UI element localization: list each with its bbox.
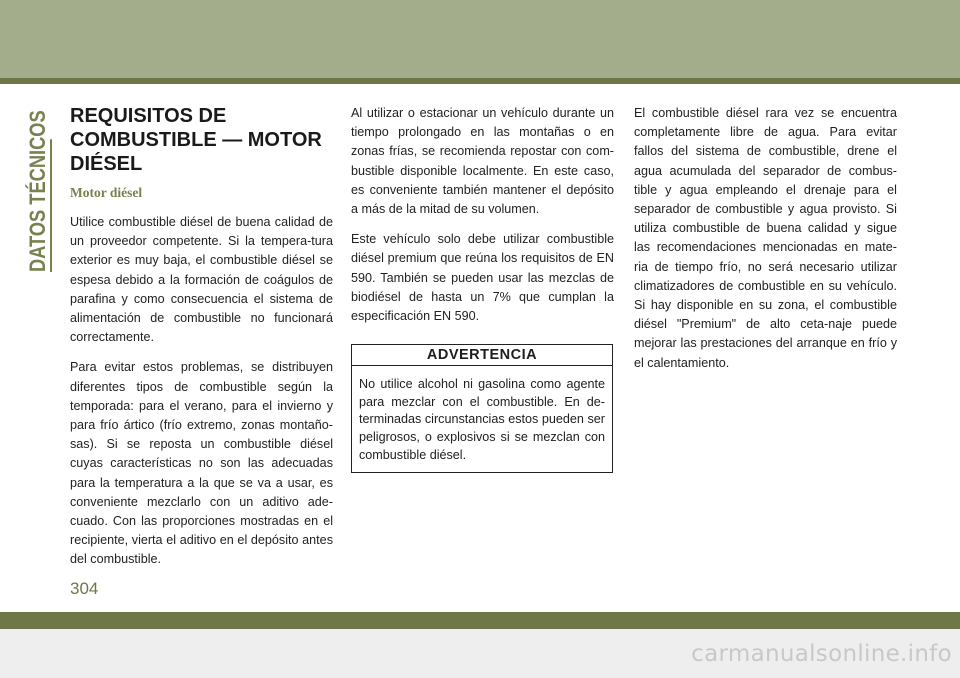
section-title-line-3: DIÉSEL xyxy=(70,153,143,175)
side-tab-label: DATOS TÉCNICOS xyxy=(25,110,50,272)
col1-paragraph-1: Utilice combustible diésel de buena calidad de un proveedor competente. Si la tempera-tura exterior es muy baja, el combustible diésel se espesa debido a la formación de coágulos de parafina y como consecuencia el sistema de alimentación de combustible no funcionará correctamente. xyxy=(70,215,333,345)
header-rule xyxy=(0,78,960,84)
column-1 xyxy=(70,104,333,581)
warning-title: ADVERTENCIA xyxy=(352,345,612,366)
col2-paragraph-2: Este vehículo solo debe utilizar combustible diésel premium que reúna los requisitos de EN 590. También se pueden usar las mezclas de biodiésel de hasta un 7% que cumplan la especificación EN 590. xyxy=(351,232,614,324)
section-title-line-2: COMBUSTIBLE — MOTOR xyxy=(70,129,322,151)
header-band xyxy=(0,0,960,78)
warning-text: No utilice alcohol ni gasolina como agente para mezclar con el combustible. En de-terminadas circunstancias estos pueden ser peligrosos, o explosivos si se mezclan con combustible diésel. xyxy=(359,377,605,462)
section-title-line-1: REQUISITOS DE xyxy=(70,105,227,127)
col1-paragraph-2: Para evitar estos problemas, se distribuyen diferentes tipos de combustible según la temporada: para el verano, para el invierno y para frío ártico (frío extremo, zonas montaño-sas). Si se reposta un combustible diésel cuyas características no son las adecuadas para la temperatura a la que se va a usar, es conveniente mezclarlo con un aditivo ade-cuado. Con las proporciones mostradas en el recipiente, vierta el aditivo en el depósito antes del combustible. xyxy=(70,360,333,567)
col2-paragraph-1: Al utilizar o estacionar un vehículo durante un tiempo prolongado en las montañas o en zonas frías, se recomienda repostar con com-bustible disponible localmente. En este caso, es conveniente también mantener el depósito a más de la mitad de su volumen. xyxy=(351,106,614,217)
column-3 xyxy=(634,104,897,384)
section-subtitle: Motor diésel xyxy=(70,185,143,200)
page-number: 304 xyxy=(70,579,99,598)
column-2 xyxy=(351,104,614,473)
footer-watermark: carmanualsonline.info xyxy=(691,641,952,667)
footer-rule xyxy=(0,612,960,629)
col3-paragraph-1: El combustible diésel rara vez se encuentra completamente libre de agua. Para evitar fallos del sistema de combustible, drene el agua acumulada del separador de combus-tible y agua empleando el drenaje para el separador de combustible y agua provisto. Si utiliza combustible de buena calidad y sigue las recomendaciones mencionadas en mate-ria de tiempo frío, no será necesario utilizar climatizadores de combustible en su vehículo. Si hay disponible en su zona, el combustible diésel "Premium" de alto ceta-naje puede mejorar las prestaciones del arranque en frío y el calentamiento. xyxy=(634,106,897,370)
section-title xyxy=(70,104,333,176)
side-section-tab xyxy=(24,112,52,272)
warning-box xyxy=(351,344,613,473)
